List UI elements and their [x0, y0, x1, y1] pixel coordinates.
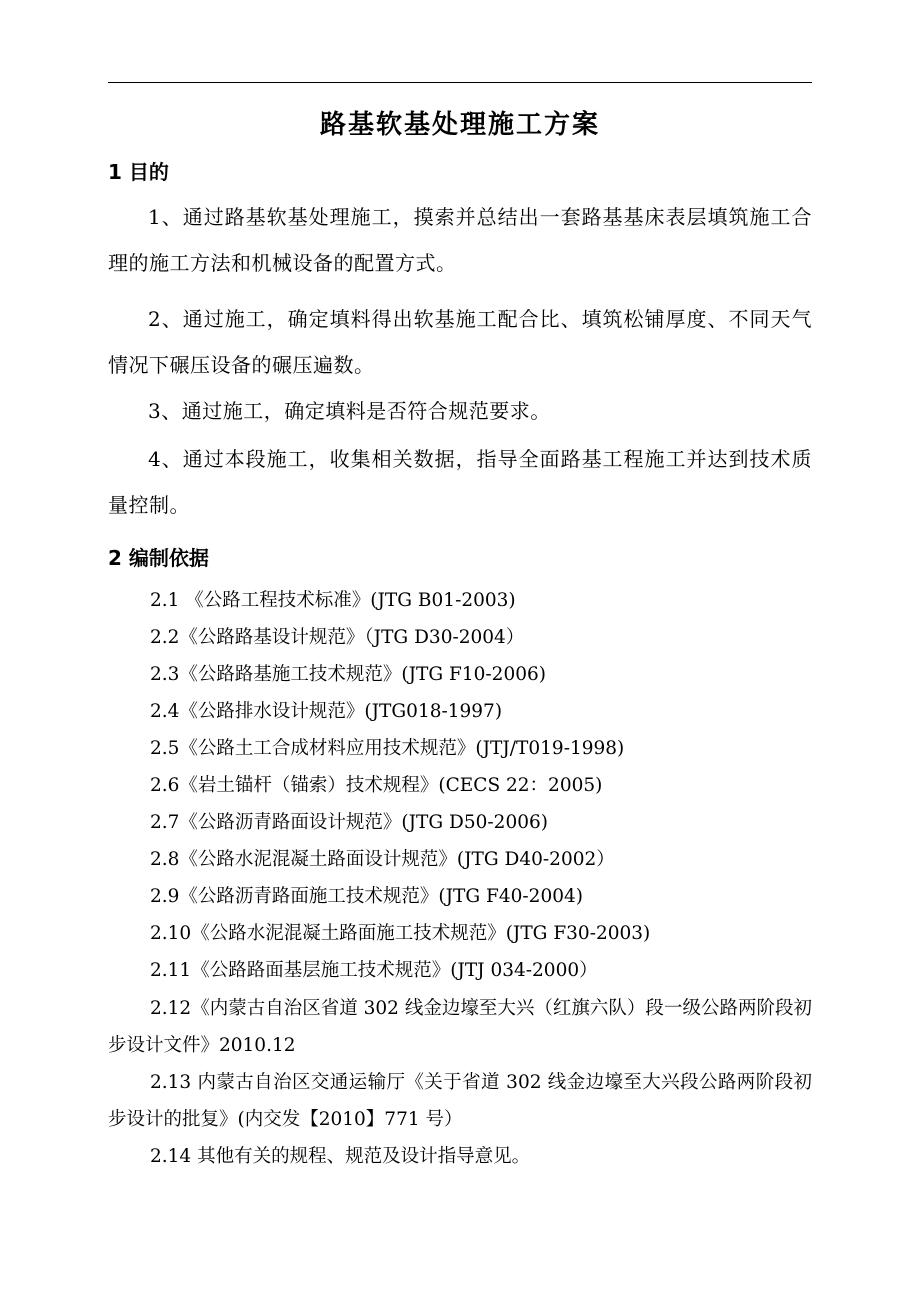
reference-item: 2.8《公路水泥混凝土路面设计规范》(JTG D40-2002） — [150, 849, 615, 870]
paragraph: 1、通过路基软基处理施工，摸索并总结出一套路基基床表层填筑施工合理的施工方法和机械设备的配置方式。 — [108, 205, 812, 275]
reference-item: 2.14 其他有关的规程、规范及设计指导意见。 — [150, 1146, 531, 1167]
reference-item: 2.12《内蒙古自治区省道 302 线金边壕至大兴（红旗六队）段一级公路两阶段初步设计文件》2010.12 — [108, 998, 812, 1056]
reference-item: 2.6《岩土锚杆（锚索）技术规程》(CECS 22：2005) — [150, 775, 603, 796]
document-title: 路基软基处理施工方案 — [319, 110, 600, 140]
reference-item: 2.13 内蒙古自治区交通运输厅《关于省道 302 线金边壕至大兴段公路两阶段初步设计的批复》(内交发【2010】771 号） — [108, 1072, 812, 1130]
paragraph: 3、通过施工，确定填料是否符合规范要求。 — [148, 399, 551, 423]
section-heading-purpose: 1 目的 — [108, 160, 169, 184]
reference-item: 2.7《公路沥青路面设计规范》(JTG D50-2006) — [150, 812, 548, 833]
header-rule — [108, 82, 812, 83]
reference-item: 2.10《公路水泥混凝土路面施工技术规范》(JTG F30-2003) — [150, 923, 651, 944]
reference-item: 2.11《公路路面基层施工技术规范》(JTJ 034-2000） — [150, 960, 598, 981]
paragraph: 4、通过本段施工，收集相关数据，指导全面路基工程施工并达到技术质量控制。 — [108, 447, 812, 517]
reference-item: 2.9《公路沥青路面施工技术规范》(JTG F40-2004) — [150, 886, 583, 907]
reference-item: 2.2《公路路基设计规范》（JTG D30-2004） — [150, 627, 525, 648]
section-heading-basis: 2 编制依据 — [108, 546, 209, 570]
reference-item: 2.1 《公路工程技术标准》(JTG B01-2003) — [150, 590, 516, 611]
reference-item: 2.4《公路排水设计规范》(JTG018-1997) — [150, 701, 503, 722]
paragraph: 2、通过施工，确定填料得出软基施工配合比、填筑松铺厚度、不同天气情况下碾压设备的碾压遍数。 — [108, 307, 812, 377]
reference-item: 2.5《公路土工合成材料应用技术规范》(JTJ/T019-1998) — [150, 738, 625, 759]
reference-item: 2.3《公路路基施工技术规范》(JTG F10-2006) — [150, 664, 546, 685]
